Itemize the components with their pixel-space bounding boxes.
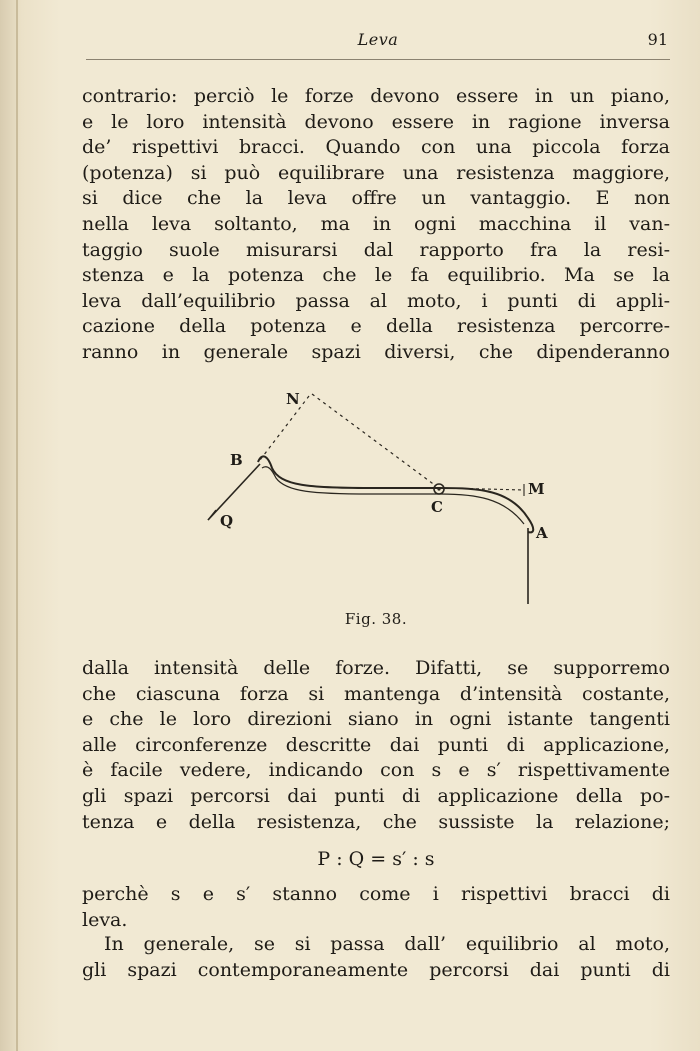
text-line: perchè s e s′ stanno come i rispettivi bracci di — [82, 883, 670, 905]
formula: P : Q = s′ : s — [317, 848, 435, 870]
text-line: leva. — [82, 908, 128, 931]
figure-lever-diagram — [190, 378, 570, 614]
text-line: cazione della potenza e della resistenza percorre- — [82, 315, 670, 338]
text-line: taggio suole misurarsi dal rapporto fra la resi- — [82, 238, 670, 261]
text-line: contrario: perciò le forze devono essere in un piano, — [82, 85, 670, 107]
running-title: Leva — [357, 30, 399, 49]
dotted-line-nc — [312, 394, 436, 486]
label-m: M — [528, 480, 545, 498]
text-line: tenza e della resistenza, che sussiste la relazione; — [82, 810, 670, 833]
paragraph-3 — [82, 882, 670, 933]
text-line: ranno in generale spazi diversi, che dipenderanno — [82, 340, 670, 363]
text-line: gli spazi contemporaneamente percorsi dai punti di — [82, 958, 670, 981]
text-line: è facile vedere, indicando con s e s′ rispettivamente — [82, 759, 670, 782]
force-q-arrowhead — [208, 510, 216, 520]
paragraph-1 — [82, 84, 670, 366]
force-q-line — [208, 464, 260, 520]
label-c: C — [431, 498, 443, 516]
label-b: B — [230, 451, 243, 469]
text-line: alle circonferenze descritte dai punti di applicazione, — [82, 733, 670, 756]
text-line: e che le loro direzioni siano in ogni istante tangenti — [82, 708, 670, 731]
text-line: gli spazi percorsi dai punti di applicazione della po- — [82, 784, 670, 807]
text-line: stenza e la potenza che le fa equilibrio. Ma se la — [82, 264, 670, 287]
label-q: Q — [220, 512, 234, 530]
text-line: si dice che la leva offre un vantaggio. E non — [82, 187, 670, 210]
text-line: de’ rispettivi bracci. Quando con una piccola forza — [82, 136, 670, 159]
binding-gutter — [16, 0, 18, 1051]
figure-caption: Fig. 38. — [344, 610, 408, 628]
text-line: In generale, se si passa dall’ equilibrio al moto, — [104, 933, 670, 955]
label-n: N — [286, 390, 300, 408]
text-line: (potenza) si può equilibrare una resistenza maggiore, — [82, 161, 670, 184]
dotted-line-nb — [260, 396, 309, 460]
text-line: e le loro intensità devono essere in ragione inversa — [82, 110, 670, 133]
text-line: leva dall’equilibrio passa al moto, i punti di appli- — [82, 289, 670, 312]
header-rule — [86, 59, 670, 60]
paragraph-4 — [82, 932, 670, 983]
text-line: nella leva soltanto, ma in ogni macchina il van- — [82, 212, 670, 235]
lever-outline-inner — [262, 467, 524, 524]
label-a: A — [536, 524, 548, 542]
text-line: dalla intensità delle forze. Difatti, se supporremo — [82, 657, 670, 679]
page-header — [86, 30, 670, 56]
text-line: che ciascuna forza si mantenga d’intensità costante, — [82, 682, 670, 705]
fulcrum-c-center — [437, 487, 440, 490]
lever-diagram-svg — [190, 378, 570, 614]
paragraph-2 — [82, 656, 670, 835]
page-number: 91 — [647, 30, 668, 49]
